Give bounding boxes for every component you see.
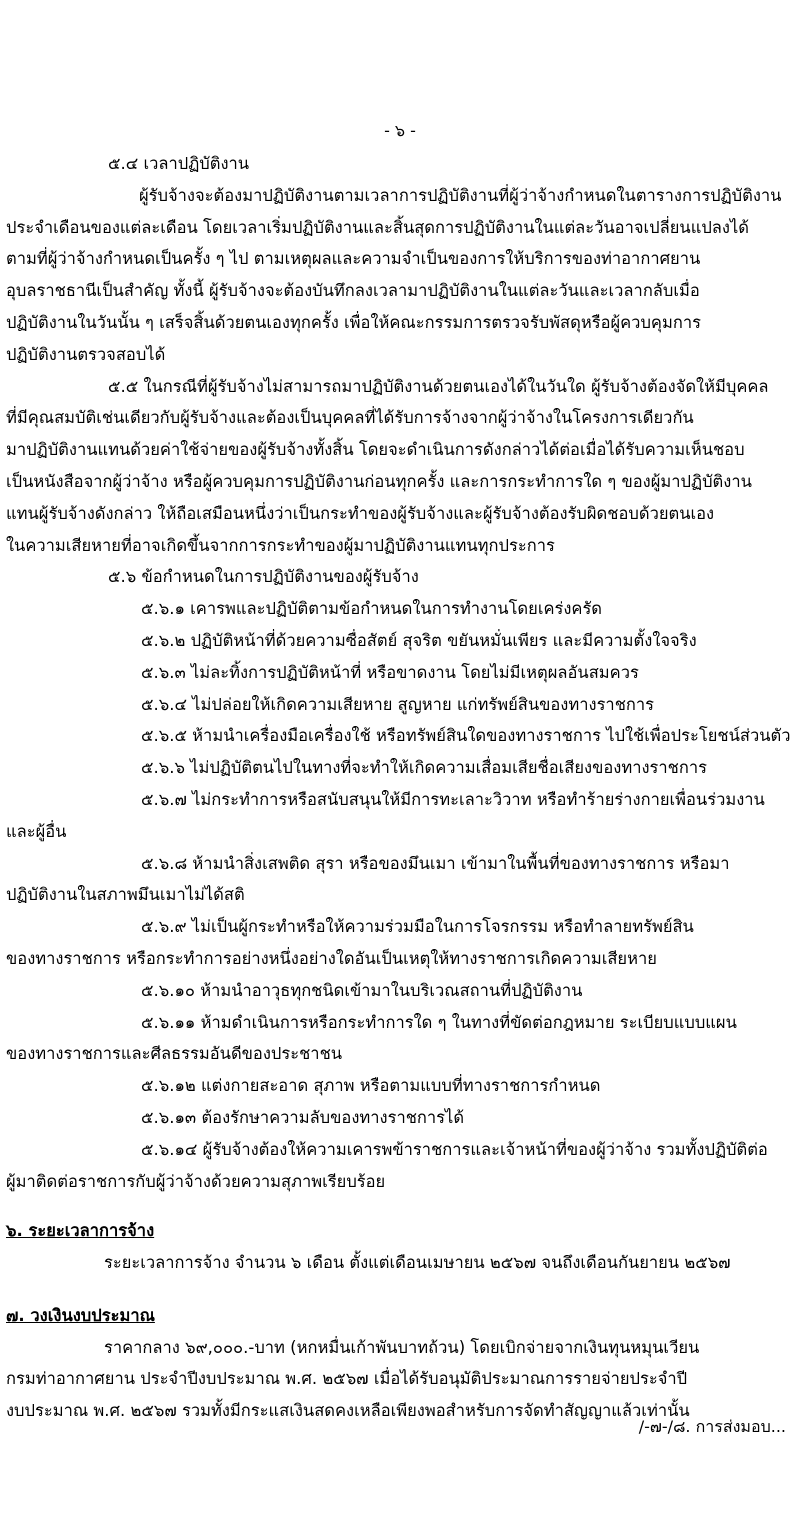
section-5-clauses [6, 148, 792, 1197]
text-line: อุบลราชธานีเป็นสำคัญ ทั้งนี้ ผู้รับจ้างจะต้องบันทึกลงเวลามาปฏิบัติงานในแต่ละวันและเวลากลับเมื่อ [6, 281, 700, 301]
section-7-heading: ๗. วงเงินงบประมาณ [6, 1305, 155, 1325]
section-6-heading: ๖. ระยะเวลาการจ้าง [6, 1221, 155, 1241]
text-line: ๕.๖.๑๔ ผู้รับจ้างต้องให้ความเคารพข้าราชการและเจ้าหน้าที่ของผู้ว่าจ้าง รวมทั้งปฏิบัติต่อ [141, 1139, 768, 1159]
text-line: ผู้รับจ้างจะต้องมาปฏิบัติงานตามเวลาการปฏิบัติงานที่ผู้ว่าจ้างกำหนดในตารางการปฏิบัติงาน [139, 185, 782, 205]
text-line: ราคากลาง ๖๙,๐๐๐.-บาท (หกหมื่นเก้าพันบาทถ้วน) โดยเบิกจ่ายจากเงินทุนหมุนเวียน [104, 1337, 700, 1357]
text-line: ปฏิบัติงานตรวจสอบได้ [6, 344, 166, 364]
page-number: - ๖ - [384, 121, 416, 140]
text-line: ๕.๖.๙ ไม่เป็นผู้กระทำหรือให้ความร่วมมือในการโจรกรรม หรือทำลายทรัพย์สิน [141, 917, 694, 937]
text-line: ประจำเดือนของแต่ละเดือน โดยเวลาเริ่มปฏิบัติงานและสิ้นสุดการปฏิบัติงานในแต่ละวันอาจเปลี่ยนแปลงได้ [6, 217, 749, 237]
text-line: ๕.๖.๑๑ ห้ามดำเนินการหรือกระทำการใด ๆ ในทางที่ขัดต่อกฎหมาย ระเบียบแบบแผน [141, 1012, 737, 1032]
spacer [6, 1197, 792, 1215]
section-7-body [6, 1332, 792, 1427]
text-line: ตามที่ผู้ว่าจ้างกำหนดเป็นครั้ง ๆ ไป ตามเหตุผลและความจำเป็นของการให้บริการของท่าอากาศยาน [6, 249, 701, 269]
text-line: ปฏิบัติงานในวันนั้น ๆ เสร็จสิ้นด้วยตนเองทุกครั้ง เพื่อให้คณะกรรมการตรวจรับพัสดุหรือผู้ควบคุมการ [6, 312, 701, 332]
text-line: เป็นหนังสือจากผู้ว่าจ้าง หรือผู้ควบคุมการปฏิบัติงานก่อนทุกครั้ง และการกระทำการใด ๆ ของผู้มาปฏิบัติงาน [6, 471, 752, 491]
text-line: งบประมาณ พ.ศ. ๒๕๖๗ รวมทั้งมีกระแสเงินสดคงเหลือเพียงพอสำหรับการจัดทำสัญญาแล้วเท่านั้น [6, 1401, 690, 1421]
text-line: ๕.๖.๘ ห้ามนำสิ่งเสพติด สุรา หรือของมึนเมา เข้ามาในพื้นที่ของทางราชการ หรือมา [141, 853, 730, 873]
text-line: ๕.๖.๓ ไม่ละทิ้งการปฏิบัติหน้าที่ หรือขาดงาน โดยไม่มีเหตุผลอันสมควร [141, 662, 639, 682]
text-line: ผู้มาติดต่อราชการกับผู้ว่าจ้างด้วยความสุภาพเรียบร้อย [6, 1171, 386, 1191]
text-line: ๕.๔ เวลาปฏิบัติงาน [108, 154, 250, 173]
text-line: แทนผู้รับจ้างดังกล่าว ให้ถือเสมือนหนึ่งว่าเป็นกระทำของผู้รับจ้างและผู้รับจ้างต้องรับผิดชอบด้วยตนเอง [6, 503, 715, 523]
text-line: มาปฏิบัติงานแทนด้วยค่าใช้จ่ายของผู้รับจ้างทั้งสิ้น โดยจะดำเนินการดังกล่าวได้ต่อเมื่อได้รับความเห็นชอบ [6, 440, 745, 460]
text-line: ที่มีคุณสมบัติเช่นเดียวกับผู้รับจ้างและต้องเป็นบุคคลที่ได้รับการจ้างจากผู้ว่าจ้างในโครงการเดียวกัน [6, 408, 694, 428]
text-line: ๕.๖.๕ ห้ามนำเครื่องมือเครื่องใช้ หรือทรัพย์สินใดของทางราชการ ไปใช้เพื่อประโยชน์ส่วนตัว [141, 726, 791, 746]
spacer [6, 1279, 792, 1300]
text-line: กรมท่าอากาศยาน ประจำปีงบประมาณ พ.ศ. ๒๕๖๗ เมื่อได้รับอนุมัติประมาณการรายจ่ายประจำปี [6, 1369, 688, 1389]
text-line: ๕.๖.๑ เคารพและปฏิบัติตามข้อกำหนดในการทำงานโดยเคร่งครัด [141, 599, 603, 619]
continuation-note: /-๗-/๘. การส่งมอบ... [638, 1417, 786, 1436]
text-line: ปฏิบัติงานในสภาพมึนเมาไม่ได้สติ [6, 885, 245, 905]
text-line: ๕.๕ ในกรณีที่ผู้รับจ้างไม่สามารถมาปฏิบัติงานด้วยตนเองได้ในวันใด ผู้รับจ้างต้องจัดให้มีบุคคล [108, 376, 769, 396]
text-line: ๕.๖.๑๓ ต้องรักษาความลับของทางราชการได้ [141, 1107, 465, 1127]
text-line: ๕.๖.๗ ไม่กระทำการหรือสนับสนุนให้มีการทะเลาะวิวาท หรือทำร้ายร่างกายเพื่อนร่วมงาน [141, 789, 765, 809]
section-6-text: ระยะเวลาการจ้าง จำนวน ๖ เดือน ตั้งแต่เดือนเมษายน ๒๕๖๗ จนถึงเดือนกันยายน ๒๕๖๗ [104, 1253, 731, 1273]
text-line: ในความเสียหายที่อาจเกิดขึ้นจากการกระทำของผู้มาปฏิบัติงานแทนทุกประการ [6, 535, 555, 555]
document-body [6, 148, 792, 1427]
text-line: ๕.๖.๔ ไม่ปล่อยให้เกิดความเสียหาย สูญหาย แก่ทรัพย์สินของทางราชการ [141, 694, 655, 714]
text-line: ๕.๖.๖ ไม่ปฏิบัติตนไปในทางที่จะทำให้เกิดความเสื่อมเสียชื่อเสียงของทางราชการ [141, 758, 707, 778]
text-line: ของทางราชการและศีลธรรมอันดีของประชาชน [6, 1044, 343, 1064]
text-line: ๕.๖ ข้อกำหนดในการปฏิบัติงานของผู้รับจ้าง [108, 567, 419, 587]
text-line: ๕.๖.๑๐ ห้ามนำอาวุธทุกชนิดเข้ามาในบริเวณสถานที่ปฏิบัติงาน [141, 980, 583, 1000]
text-line: ของทางราชการ หรือกระทำการอย่างหนึ่งอย่างใดอันเป็นเหตุให้ทางราชการเกิดความเสียหาย [6, 948, 657, 968]
text-line: ๕.๖.๑๒ แต่งกายสะอาด สุภาพ หรือตามแบบที่ทางราชการกำหนด [141, 1076, 601, 1096]
text-line: และผู้อื่น [6, 821, 67, 841]
text-line: ๕.๖.๒ ปฏิบัติหน้าที่ด้วยความซื่อสัตย์ สุจริต ขยันหมั่นเพียร และมีความตั้งใจจริง [141, 630, 697, 650]
